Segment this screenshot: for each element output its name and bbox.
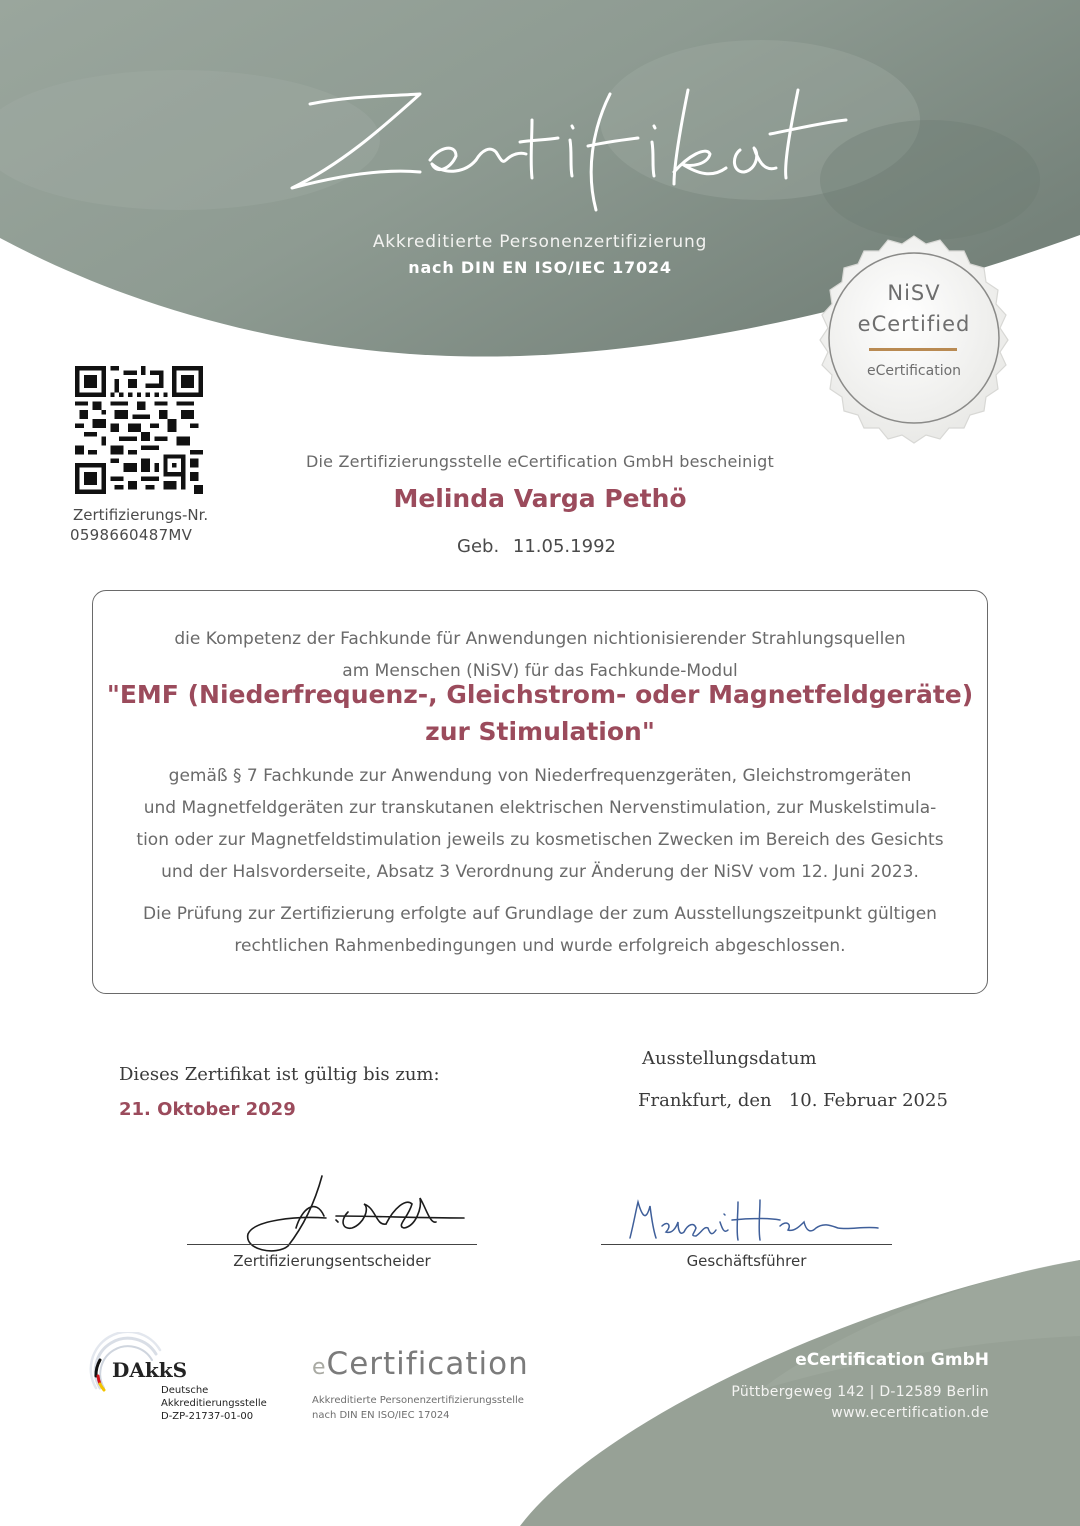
- ecertification-logo-text: Certification: [326, 1346, 529, 1382]
- legal-line: und der Halsvorderseite, Absatz 3 Verordnung zur Änderung der NiSV vom 12. Juni 2023.: [161, 862, 919, 882]
- qr-code[interactable]: [75, 366, 203, 494]
- company-website-link[interactable]: www.ecertification.de: [831, 1405, 989, 1421]
- legal-basis: [0, 760, 1080, 888]
- exam-line: rechtlichen Rahmenbedingungen und wurde erfolgreich abgeschlossen.: [234, 936, 846, 956]
- intro-line: die Kompetenz der Fachkunde für Anwendungen nichtionisierender Strahlungsquellen: [174, 629, 906, 649]
- issue-date: 10. Februar 2025: [788, 1090, 948, 1111]
- intro-line: am Menschen (NiSV) für das Fachkunde-Modul: [342, 661, 738, 681]
- seal-divider: [869, 348, 957, 351]
- nisv-seal-badge: [808, 232, 1020, 444]
- seal-nisv-text: NiSV: [887, 281, 941, 305]
- legal-line: tion oder zur Magnetfeldstimulation jeweils zu kosmetischen Zwecken im Bereich des Gesichts: [136, 830, 944, 850]
- ecertification-sub: nach DIN EN ISO/IEC 17024: [312, 1410, 450, 1421]
- seal-brand-text: eCertification: [866, 363, 962, 379]
- ecertification-logo: [312, 1346, 529, 1382]
- company-address: Püttbergeweg 142 | D-12589 Berlin: [731, 1384, 989, 1400]
- legal-line: und Magnetfeldgeräten zur transkutanen elektrischen Nervenstimulation, zur Muskelstimula-: [143, 798, 937, 818]
- certificate-number: 0598660487MV: [70, 526, 193, 544]
- exam-line: Die Prüfung zur Zertifizierung erfolgte auf Grundlage der zum Ausstellungszeitpunkt gültigen: [143, 904, 937, 924]
- certificate-holder-name: Melinda Varga Pethö: [393, 484, 687, 513]
- issue-date-label: Ausstellungsdatum: [642, 1048, 817, 1069]
- issuer-statement: Die Zertifizierungsstelle eCertification GmbH bescheinigt: [306, 452, 774, 471]
- module-title: [0, 676, 1080, 750]
- issue-place: Frankfurt, den: [638, 1090, 772, 1111]
- certificate-title-script: [270, 60, 850, 230]
- validity-label: Dieses Zertifikat ist gültig bis zum:: [119, 1064, 440, 1085]
- dakks-line: D-ZP-21737-01-00: [161, 1411, 254, 1422]
- validity-date: 21. Oktober 2029: [119, 1099, 296, 1120]
- ecertification-sub: Akkreditierte Personenzertifizierungsstelle: [312, 1395, 524, 1406]
- module-title-line: "EMF (Niederfrequenz-, Gleichstrom- oder Magnetfeldgeräte): [106, 680, 974, 709]
- legal-line: gemäß § 7 Fachkunde zur Anwendung von Niederfrequenzgeräten, Gleichstromgeräten: [168, 766, 912, 786]
- dakks-name: DAkkS: [112, 1358, 188, 1382]
- birth-date-row: [457, 536, 616, 557]
- company-name: eCertification GmbH: [795, 1350, 989, 1370]
- signature-role-left: Zertifizierungsentscheider: [233, 1252, 431, 1270]
- ecertification-logo-e: e: [312, 1355, 327, 1380]
- seal-ecertified-text: eCertified: [857, 312, 971, 336]
- dakks-line: Akkreditierungsstelle: [161, 1398, 267, 1409]
- birth-label: Geb.: [457, 536, 500, 557]
- module-title-line: zur Stimulation": [425, 717, 655, 746]
- signature-role-right: Geschäftsführer: [686, 1252, 807, 1270]
- dakks-line: Deutsche: [161, 1385, 209, 1396]
- accreditation-standard: nach DIN EN ISO/IEC 17024: [408, 258, 672, 277]
- exam-statement: [0, 898, 1080, 962]
- birth-date: 11.05.1992: [512, 536, 616, 557]
- certificate-number-label: Zertifizierungs-Nr.: [73, 506, 209, 524]
- issue-place-date: [638, 1090, 948, 1111]
- accreditation-subtitle: Akkreditierte Personenzertifizierung: [372, 232, 708, 252]
